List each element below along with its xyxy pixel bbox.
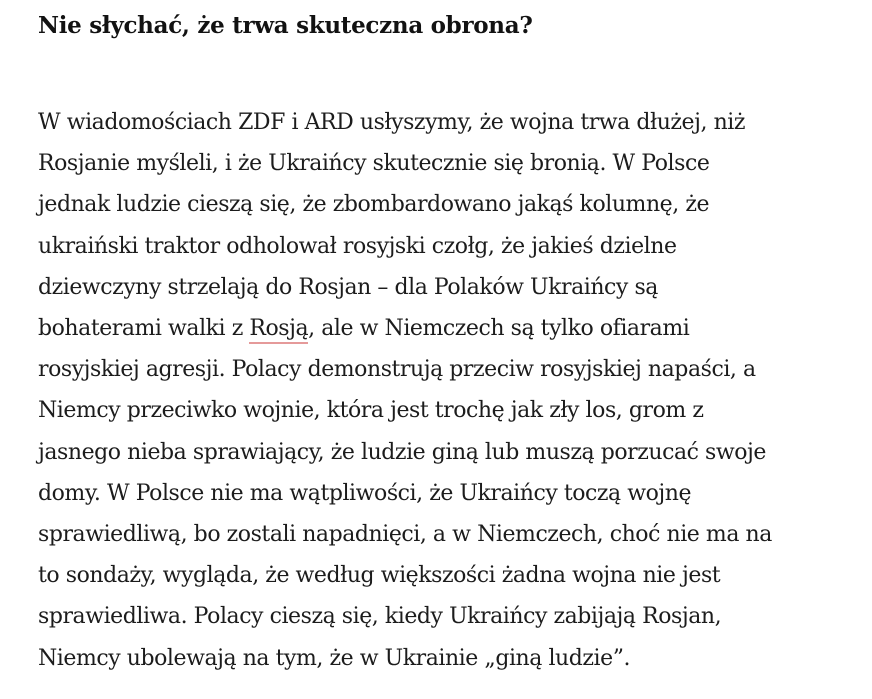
paragraph-line: jasnego nieba sprawiający, że ludzie giną lub muszą porzucać swoje (38, 439, 766, 465)
paragraph-line: dziewczyny strzelają do Rosjan – dla Polaków Ukraińcy są (38, 274, 658, 300)
line-text-after-link: , ale w Niemczech są tylko ofiarami (308, 316, 690, 342)
article (38, 0, 853, 679)
section-heading: Nie słychać, że trwa skuteczna obrona? (38, 12, 533, 39)
paragraph-line: Niemcy przeciwko wojnie, która jest trochę jak zły los, grom z (38, 398, 704, 424)
line-text-before-link: bohaterami walki z (38, 316, 250, 342)
paragraph-line: rosyjskiej agresji. Polacy demonstrują przeciw rosyjskiej napaści, a (38, 357, 756, 383)
paragraph-line: sprawiedliwą, bo zostali napadnięci, a w Niemczech, choć nie ma na (38, 522, 772, 548)
paragraph-line: Rosjanie myśleli, i że Ukraińcy skutecznie się bronią. W Polsce (38, 151, 710, 177)
paragraph-line: ukraiński traktor odholował rosyjski czołg, że jakieś dzielne (38, 233, 677, 259)
paragraph-line-with-link (38, 308, 853, 349)
paragraph-line: Niemcy ubolewają na tym, że w Ukrainie „giną ludzie”. (38, 645, 631, 671)
paragraph-line: jednak ludzie cieszą się, że zbombardowano jakąś kolumnę, że (38, 192, 710, 218)
paragraph-line: W wiadomościach ZDF i ARD usłyszymy, że wojna trwa dłużej, niż (38, 110, 746, 135)
paragraph-line: domy. W Polsce nie ma wątpliwości, że Ukraińcy toczą wojnę (38, 480, 692, 506)
paragraph-line: sprawiedliwa. Polacy cieszą się, kiedy Ukraińcy zabijają Rosjan, (38, 604, 722, 630)
article-paragraph (38, 44, 853, 679)
paragraph-line: to sondaży, wygląda, że według większości żadna wojna nie jest (38, 563, 721, 589)
rosja-link[interactable]: Rosją (249, 316, 308, 344)
